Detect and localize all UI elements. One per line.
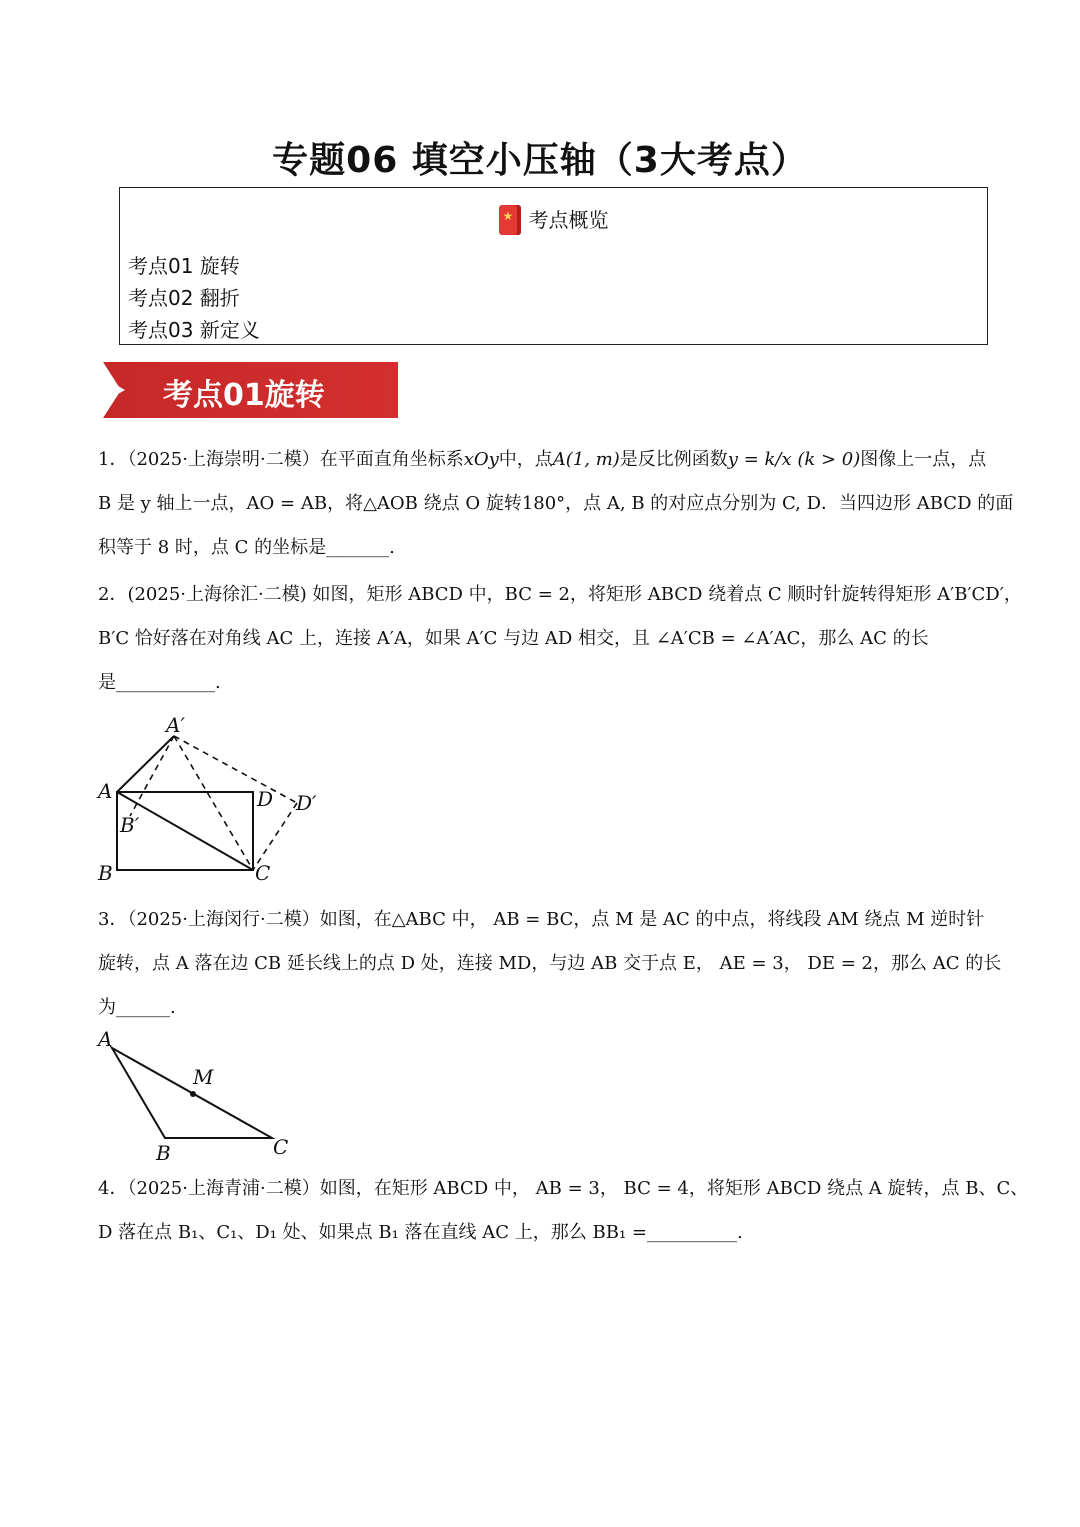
label-a: A (98, 779, 113, 803)
line-a-prime-c (174, 736, 253, 870)
q2-line-3: 是___________. (98, 672, 221, 693)
q4-line-2: D 落在点 B₁、C₁、D₁ 处、如果点 B₁ 落在直线 AC 上，那么 BB₁ =__________. (98, 1222, 743, 1243)
label-b: B (98, 861, 113, 885)
q4-line-1: 4．（2025·上海青浦·二模）如图，在矩形 ABCD 中， AB = 3， BC = 4，将矩形 ABCD 绕点 A 旋转，点 B、C、 (98, 1178, 1029, 1199)
label-b-prime: B′ (120, 813, 140, 837)
line-aa-prime (117, 736, 174, 792)
q1-line-3: 积等于 8 时，点 C 的坐标是_______. (98, 537, 395, 558)
q1-line-2: B 是 y 轴上一点，AO = AB，将△AOB 绕点 O 旋转180°，点 A, B 的对应点分别为 C, D．当四边形 ABCD 的面 (98, 493, 1014, 514)
overview-item-3: 考点03 新定义 (128, 318, 260, 342)
figure-2 (92, 708, 332, 888)
q1-line-1: 1．（2025·上海崇明·二模）在平面直角坐标系xOy中，点A(1, m)是反比例函数y = k/x (k > 0)图像上一点，点 (98, 449, 987, 470)
q2-line-1: 2．(2025·上海徐汇·二模) 如图，矩形 ABCD 中，BC = 2，将矩形 ABCD 绕着点 C 顺时针旋转得矩形 A′B′CD′， (98, 584, 1022, 605)
overview-heading (120, 204, 987, 235)
page-title: 专题06 填空小压轴（3大考点） (272, 140, 808, 181)
overview-item-1: 考点01 旋转 (128, 254, 240, 278)
question-1 (98, 438, 1014, 570)
overview-box (119, 187, 988, 345)
book-icon (499, 205, 521, 235)
overview-heading-text: 考点概览 (528, 208, 609, 232)
question-3 (98, 898, 1002, 1030)
label-a: A (98, 1027, 113, 1051)
label-c: C (273, 1135, 289, 1159)
section-banner (103, 362, 398, 418)
banner-label: 考点01旋转 (163, 378, 325, 413)
label-m: M (193, 1065, 214, 1089)
q2-line-2: B′C 恰好落在对角线 AC 上，连接 A′A，如果 A′C 与边 AD 相交，且 ∠A′CB = ∠A′AC，那么 AC 的长 (98, 628, 929, 649)
q3-line-2: 旋转，点 A 落在边 CB 延长线上的点 D 处，连接 MD，与边 AB 交于点 E， AE = 3， DE = 2，那么 AC 的长 (98, 953, 1002, 974)
label-c: C (255, 861, 271, 885)
label-a-prime: A′ (166, 713, 185, 737)
point-m (190, 1091, 196, 1097)
question-2 (98, 573, 1022, 705)
figure-3 (92, 1026, 312, 1166)
line-d-prime-c (253, 803, 297, 870)
label-b: B (156, 1141, 171, 1165)
label-d-prime: D′ (296, 791, 317, 815)
label-d: D (257, 787, 274, 811)
line-a-prime-b-prime (130, 736, 174, 816)
q3-line-1: 3．（2025·上海闵行·二模）如图，在△ABC 中， AB = BC，点 M 是 AC 的中点，将线段 AM 绕点 M 逆时针 (98, 909, 985, 930)
overview-item-2: 考点02 翻折 (128, 286, 240, 310)
question-4 (98, 1167, 1029, 1255)
q3-line-3: 为______. (98, 997, 176, 1018)
